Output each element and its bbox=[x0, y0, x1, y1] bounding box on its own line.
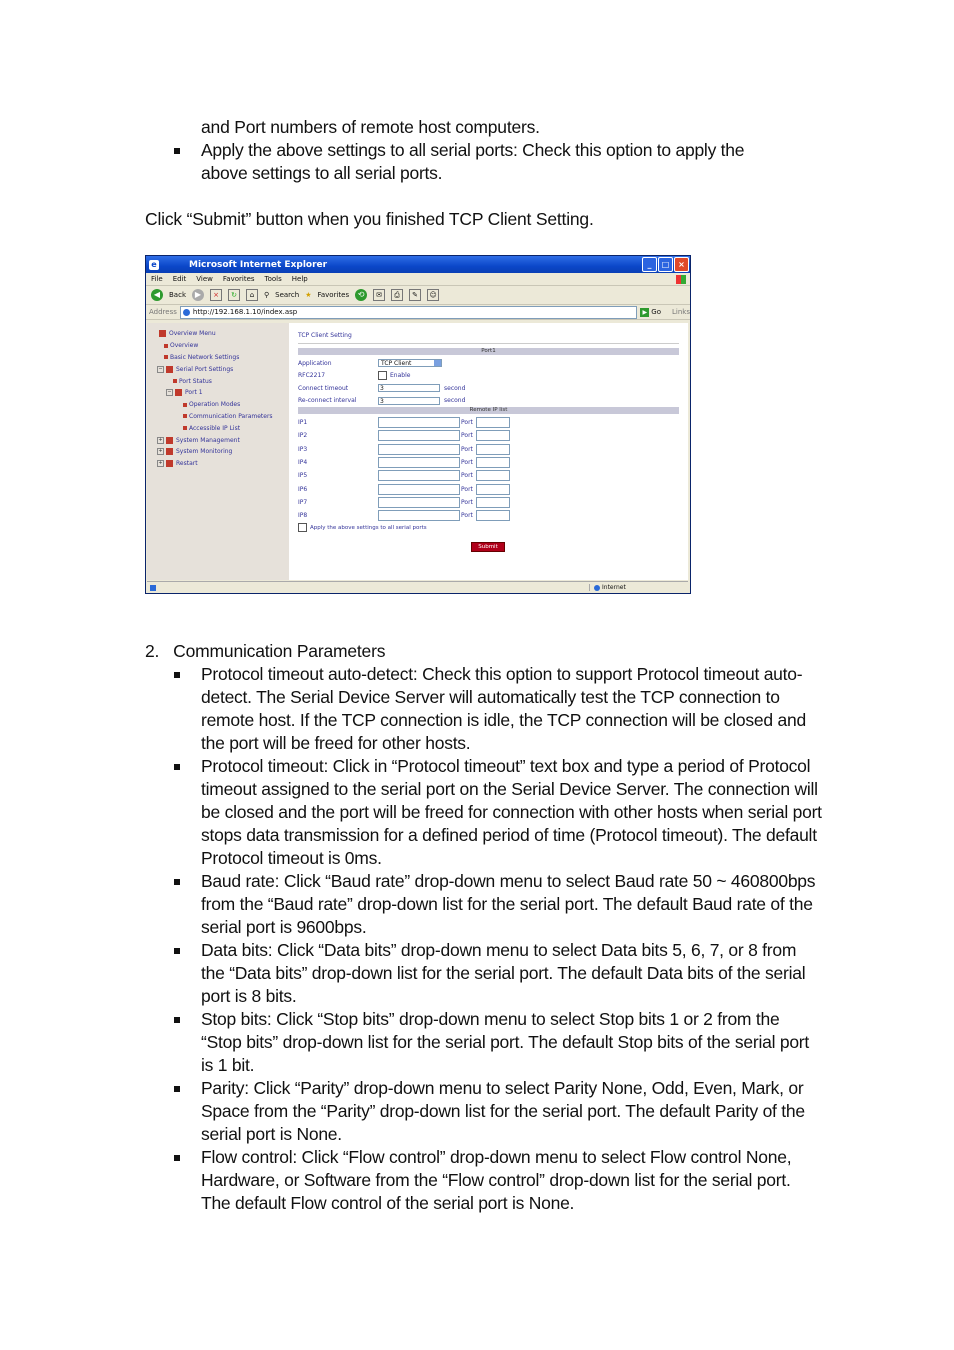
bullet-icon bbox=[174, 1155, 180, 1161]
tcp-client-form bbox=[289, 323, 688, 580]
submit-button[interactable]: Submit bbox=[471, 542, 505, 552]
port-label: Port bbox=[461, 459, 473, 467]
bullet-icon bbox=[174, 148, 180, 154]
address-label: Address bbox=[149, 308, 177, 316]
folder-icon bbox=[159, 330, 166, 337]
menu-view[interactable]: View bbox=[196, 275, 213, 283]
ip-label: IP6 bbox=[298, 485, 308, 493]
port-input[interactable] bbox=[476, 430, 510, 441]
favorites-button[interactable]: Favorites bbox=[317, 291, 350, 299]
ip-row bbox=[298, 456, 679, 469]
reconnect-label: Re-connect interval bbox=[298, 397, 357, 405]
forward-arrow-icon[interactable]: ▶ bbox=[192, 289, 204, 301]
ip-input[interactable] bbox=[378, 510, 460, 521]
continuation-line: and Port numbers of remote host computers. bbox=[201, 117, 540, 137]
window-title-bar bbox=[146, 256, 690, 273]
top-bullet-list bbox=[172, 139, 792, 185]
print-icon[interactable]: ⎙ bbox=[391, 289, 403, 301]
bullet-icon bbox=[174, 672, 180, 678]
toolbar bbox=[146, 286, 690, 305]
ip-label: IP2 bbox=[298, 432, 308, 440]
parameter-bullet-list bbox=[172, 663, 822, 1215]
page-icon bbox=[164, 344, 168, 348]
sidebar-item-overview[interactable]: Overview bbox=[147, 340, 289, 352]
sidebar-item-system-monitoring[interactable]: + System Monitoring bbox=[158, 448, 233, 456]
section-heading: 2. Communication Parameters bbox=[145, 641, 386, 661]
port-label: Port bbox=[461, 498, 473, 506]
sidebar-item-port-1[interactable]: − Port 1 bbox=[167, 389, 203, 397]
ip-row bbox=[298, 416, 679, 429]
port-input[interactable] bbox=[476, 470, 510, 481]
port-input[interactable] bbox=[476, 444, 510, 455]
port-header: Port1 bbox=[298, 348, 679, 355]
menu-bar bbox=[146, 273, 690, 286]
search-button[interactable]: Search bbox=[275, 291, 300, 299]
connect-timeout-row bbox=[298, 382, 679, 395]
ie-icon: e bbox=[149, 260, 159, 270]
rfc-row bbox=[298, 370, 679, 383]
minimize-icon[interactable]: _ bbox=[642, 257, 657, 272]
folder-icon bbox=[166, 448, 173, 455]
status-bar bbox=[147, 581, 688, 593]
ip-label: IP8 bbox=[298, 512, 308, 520]
collapse-icon[interactable]: − bbox=[167, 389, 172, 396]
address-input[interactable] bbox=[180, 306, 637, 319]
list-item: Baud rate: Click “Baud rate” drop-down menu to select Baud rate 50 ~ 460800bps from the “Baud rate” drop-down list for the serial port. The default Baud rate of the serial port is 9600bps. bbox=[172, 870, 822, 939]
address-bar bbox=[146, 305, 690, 320]
application-value: TCP Client bbox=[381, 359, 412, 367]
bullet-icon bbox=[174, 1017, 180, 1023]
application-select[interactable] bbox=[378, 359, 442, 367]
sidebar-item-basic-network[interactable]: Basic Network Settings bbox=[147, 352, 289, 364]
page-icon bbox=[183, 414, 187, 418]
ip-row bbox=[298, 496, 679, 509]
expand-icon[interactable]: + bbox=[158, 460, 163, 467]
close-icon[interactable]: × bbox=[674, 257, 689, 272]
zone-label: Internet bbox=[602, 584, 626, 591]
port-input[interactable] bbox=[476, 497, 510, 508]
list-item: Data bits: Click “Data bits” drop-down menu to select Data bits 5, 6, 7, or 8 from the “Data bits” drop-down list for the serial port. The default Data bits of the serial port is 8 bits. bbox=[172, 939, 822, 1008]
go-label: Go bbox=[651, 308, 662, 316]
links-label[interactable]: Links bbox=[672, 308, 690, 316]
rfc-enable-label: Enable bbox=[390, 372, 411, 380]
reconnect-input[interactable]: 3 bbox=[378, 397, 440, 405]
expand-icon[interactable]: + bbox=[158, 448, 163, 455]
application-row bbox=[298, 357, 679, 370]
list-item: Stop bits: Click “Stop bits” drop-down menu to select Stop bits 1 or 2 from the “Stop bits” drop-down list for the serial port. The default Stop bits of the serial port is 1 bit. bbox=[172, 1008, 822, 1077]
browser-screenshot bbox=[145, 255, 691, 594]
page-content bbox=[147, 323, 688, 580]
port-label: Port bbox=[461, 432, 473, 440]
search-icon[interactable]: ⚲ bbox=[264, 291, 270, 299]
ip-input[interactable] bbox=[378, 417, 460, 428]
page-status-icon bbox=[150, 585, 156, 591]
connect-timeout-unit: second bbox=[444, 384, 466, 392]
ip-row bbox=[298, 469, 679, 482]
globe-icon bbox=[594, 585, 600, 591]
favorites-star-icon[interactable]: ★ bbox=[305, 291, 312, 299]
go-button[interactable] bbox=[640, 308, 661, 317]
sidebar-item-communication-parameters[interactable]: Communication Parameters bbox=[147, 411, 289, 423]
sidebar-item-restart[interactable]: + Restart bbox=[158, 460, 198, 468]
sidebar-menu bbox=[147, 323, 289, 580]
maximize-icon[interactable]: □ bbox=[658, 257, 673, 272]
port-label: Port bbox=[461, 419, 473, 427]
remote-ip-header: Remote IP list bbox=[298, 407, 679, 414]
ip-row bbox=[298, 443, 679, 456]
menu-file[interactable]: File bbox=[151, 275, 163, 283]
menu-help[interactable]: Help bbox=[291, 275, 308, 283]
menu-favorites[interactable]: Favorites bbox=[222, 275, 255, 283]
sidebar-item-serial-port-settings[interactable]: − Serial Port Settings bbox=[158, 365, 234, 373]
edit-icon[interactable]: ✎ bbox=[409, 289, 421, 301]
list-item: Flow control: Click “Flow control” drop-down menu to select Flow control None, Hardware, or Software from the “Flow control” drop-down list for the serial port. The default Flow control of the serial port is None. bbox=[172, 1146, 822, 1215]
ip-row bbox=[298, 509, 679, 522]
connect-timeout-input[interactable]: 3 bbox=[378, 384, 440, 392]
collapse-icon[interactable]: − bbox=[158, 365, 163, 372]
port-input[interactable] bbox=[476, 510, 510, 521]
reconnect-row bbox=[298, 395, 679, 408]
page-icon bbox=[183, 403, 187, 407]
form-title: TCP Client Setting bbox=[298, 332, 352, 339]
stop-icon[interactable]: × bbox=[210, 289, 222, 301]
bullet-icon bbox=[174, 764, 180, 770]
expand-icon[interactable]: + bbox=[158, 436, 163, 443]
reconnect-unit: second bbox=[444, 397, 466, 405]
ip-label: IP1 bbox=[298, 419, 308, 427]
port-input[interactable] bbox=[476, 417, 510, 428]
ip-input[interactable] bbox=[378, 497, 460, 508]
windows-logo-icon bbox=[676, 275, 686, 284]
apply-all-label: Apply the above settings to all serial ports bbox=[310, 524, 427, 531]
menu-edit[interactable]: Edit bbox=[172, 275, 187, 283]
security-zone bbox=[589, 584, 688, 591]
window-title: Microsoft Internet Explorer bbox=[189, 259, 328, 270]
ip-row bbox=[298, 482, 679, 495]
page-icon bbox=[183, 426, 187, 430]
rfc-enable-checkbox[interactable] bbox=[378, 371, 387, 380]
rfc-label: RFC2217 bbox=[298, 372, 326, 380]
ip-label: IP5 bbox=[298, 472, 308, 480]
sidebar-item-port-status[interactable]: Port Status bbox=[147, 375, 289, 387]
divider bbox=[298, 343, 679, 344]
menu-tools[interactable]: Tools bbox=[264, 275, 282, 283]
messenger-icon[interactable]: ☺ bbox=[427, 289, 439, 301]
home-icon[interactable]: ⌂ bbox=[246, 289, 258, 301]
page-icon bbox=[173, 379, 177, 383]
port-input[interactable] bbox=[476, 457, 510, 468]
sidebar-item-overview-menu[interactable]: Overview Menu bbox=[147, 328, 289, 340]
apply-all-checkbox[interactable] bbox=[298, 523, 307, 532]
port-input[interactable] bbox=[476, 484, 510, 495]
port-label: Port bbox=[461, 445, 473, 453]
refresh-icon[interactable]: ↻ bbox=[228, 289, 240, 301]
address-url: http://192.168.1.10/index.asp bbox=[192, 308, 298, 316]
application-label: Application bbox=[298, 359, 332, 367]
back-arrow-icon[interactable]: ◀ bbox=[151, 289, 163, 301]
ip-input[interactable] bbox=[378, 484, 460, 495]
apply-all-row bbox=[298, 523, 679, 532]
ip-input[interactable] bbox=[378, 444, 460, 455]
ip-label: IP7 bbox=[298, 498, 308, 506]
bullet-icon bbox=[174, 948, 180, 954]
ip-row bbox=[298, 429, 679, 442]
list-item: Protocol timeout: Click in “Protocol timeout” text box and type a period of Protocol timeout assigned to the serial port on the Serial Device Server. The connection will be closed and the port will be freed for connection with other hosts when serial port stops data transmission for a defined period of time (Protocol timeout). The default Protocol timeout is 0ms. bbox=[172, 755, 822, 870]
history-icon[interactable]: ⟲ bbox=[355, 289, 367, 301]
go-arrow-icon: ▶ bbox=[640, 308, 649, 317]
back-button[interactable]: Back bbox=[169, 291, 186, 299]
port-label: Port bbox=[461, 485, 473, 493]
ip-input[interactable] bbox=[378, 457, 460, 468]
port-label: Port bbox=[461, 472, 473, 480]
list-item: Apply the above settings to all serial ports: Check this option to apply the above settings to all serial ports. bbox=[172, 139, 792, 185]
bullet-icon bbox=[174, 1086, 180, 1092]
folder-icon bbox=[175, 389, 182, 396]
bullet-icon bbox=[174, 879, 180, 885]
list-item: Protocol timeout auto-detect: Check this option to support Protocol timeout auto-detect. The Serial Device Server will automatically test the TCP connection to remote host. If the TCP connection is idle, the TCP connection will be closed and the port will be freed for other hosts. bbox=[172, 663, 822, 755]
sidebar-item-operation-modes[interactable]: Operation Modes bbox=[147, 399, 289, 411]
page-icon bbox=[183, 309, 190, 316]
mail-icon[interactable]: ✉ bbox=[373, 289, 385, 301]
ip-label: IP3 bbox=[298, 445, 308, 453]
chevron-down-icon bbox=[434, 360, 441, 366]
sidebar-item-system-management[interactable]: + System Management bbox=[158, 436, 240, 444]
submit-instruction: Click “Submit” button when you finished TCP Client Setting. bbox=[145, 209, 594, 229]
connect-timeout-label: Connect timeout bbox=[298, 384, 349, 392]
ip-label: IP4 bbox=[298, 459, 308, 467]
port-label: Port bbox=[461, 512, 473, 520]
sidebar-item-accessible-ip-list[interactable]: Accessible IP List bbox=[147, 422, 289, 434]
folder-icon bbox=[166, 460, 173, 467]
ip-input[interactable] bbox=[378, 430, 460, 441]
ip-input[interactable] bbox=[378, 470, 460, 481]
list-item: Parity: Click “Parity” drop-down menu to select Parity None, Odd, Even, Mark, or Space from the “Parity” drop-down list for the serial port. The default Parity of the serial port is None. bbox=[172, 1077, 822, 1146]
folder-icon bbox=[166, 437, 173, 444]
page-icon bbox=[164, 355, 168, 359]
folder-icon bbox=[166, 366, 173, 373]
